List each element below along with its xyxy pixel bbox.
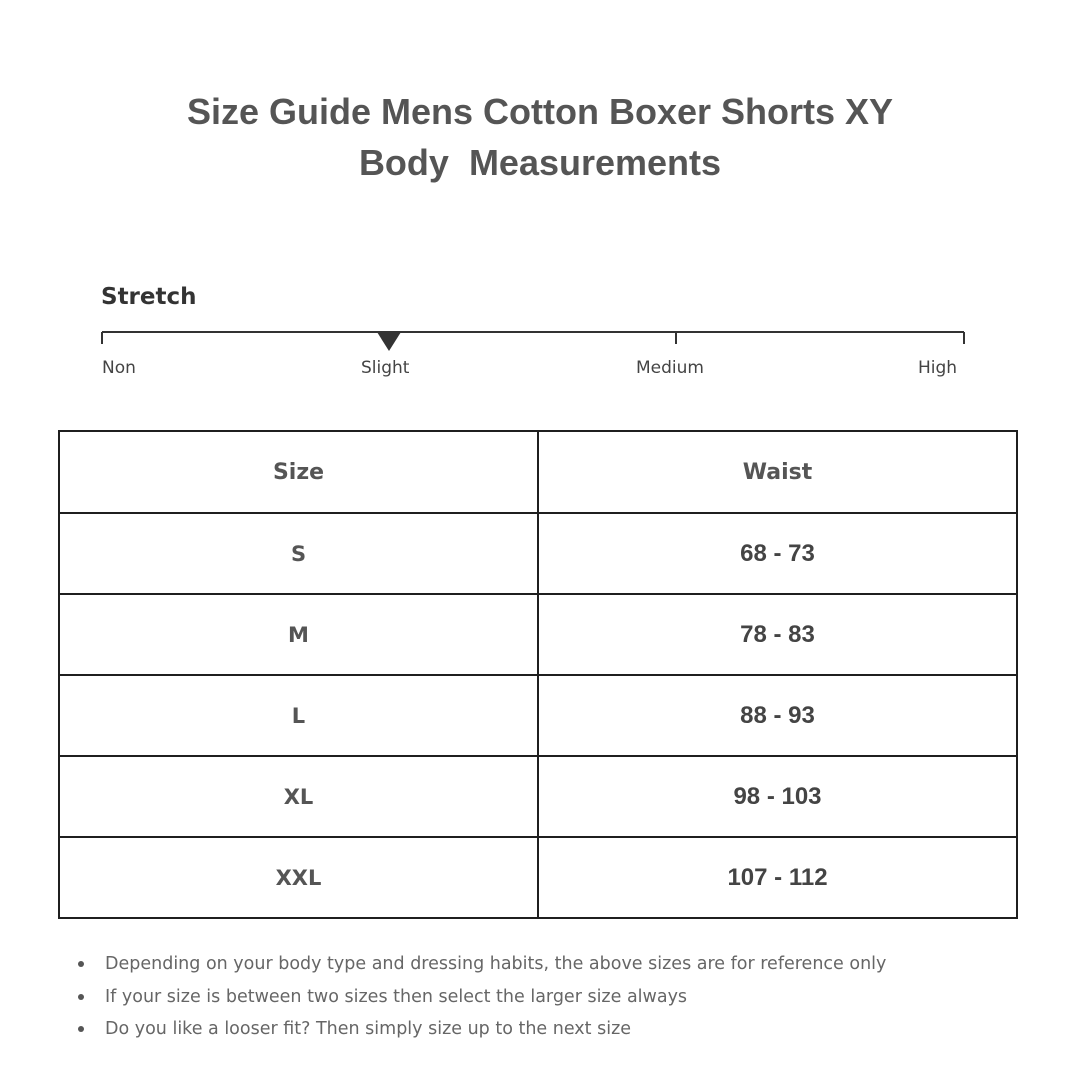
waist-cell: 98 - 103 [538, 756, 1017, 837]
bullet-icon [78, 994, 84, 1000]
size-cell: XL [59, 756, 538, 837]
table-row [59, 756, 1017, 837]
table-row [59, 513, 1017, 594]
notes-list [78, 950, 886, 1048]
waist-cell: 78 - 83 [538, 594, 1017, 675]
list-item [78, 1015, 886, 1048]
size-cell: S [59, 513, 538, 594]
stretch-indicator-icon [377, 332, 401, 351]
waist-cell: 88 - 93 [538, 675, 1017, 756]
stretch-scale-line [90, 322, 980, 352]
stretch-label-non: Non [102, 358, 136, 378]
stretch-heading: Stretch [101, 284, 197, 310]
note-text: If your size is between two sizes then select the larger size always [105, 986, 688, 1007]
table-row [59, 675, 1017, 756]
title-line-2: Body Measurements [358, 142, 722, 183]
title-line-1: Size Guide Mens Cotton Boxer Shorts XY [186, 91, 894, 132]
table-row [59, 837, 1017, 918]
table-row [59, 594, 1017, 675]
size-cell: M [59, 594, 538, 675]
table-header-row [59, 431, 1017, 513]
list-item [78, 983, 886, 1016]
bullet-icon [78, 961, 84, 967]
stretch-scale [90, 322, 980, 392]
stretch-label-high: High [918, 358, 958, 378]
stretch-label-slight: Slight [361, 358, 410, 378]
note-text: Do you like a looser fit? Then simply size up to the next size [105, 1019, 632, 1039]
column-header-waist: Waist [538, 431, 1017, 513]
column-header-size: Size [59, 431, 538, 513]
size-cell: L [59, 675, 538, 756]
page-title [0, 86, 1080, 188]
bullet-icon [78, 1026, 84, 1032]
size-cell: XXL [59, 837, 538, 918]
size-table [58, 430, 1018, 919]
waist-cell: 68 - 73 [538, 513, 1017, 594]
list-item [78, 950, 886, 983]
note-text: Depending on your body type and dressing habits, the above sizes are for reference only [105, 954, 887, 974]
stretch-label-medium: Medium [636, 358, 704, 378]
waist-cell: 107 - 112 [538, 837, 1017, 918]
